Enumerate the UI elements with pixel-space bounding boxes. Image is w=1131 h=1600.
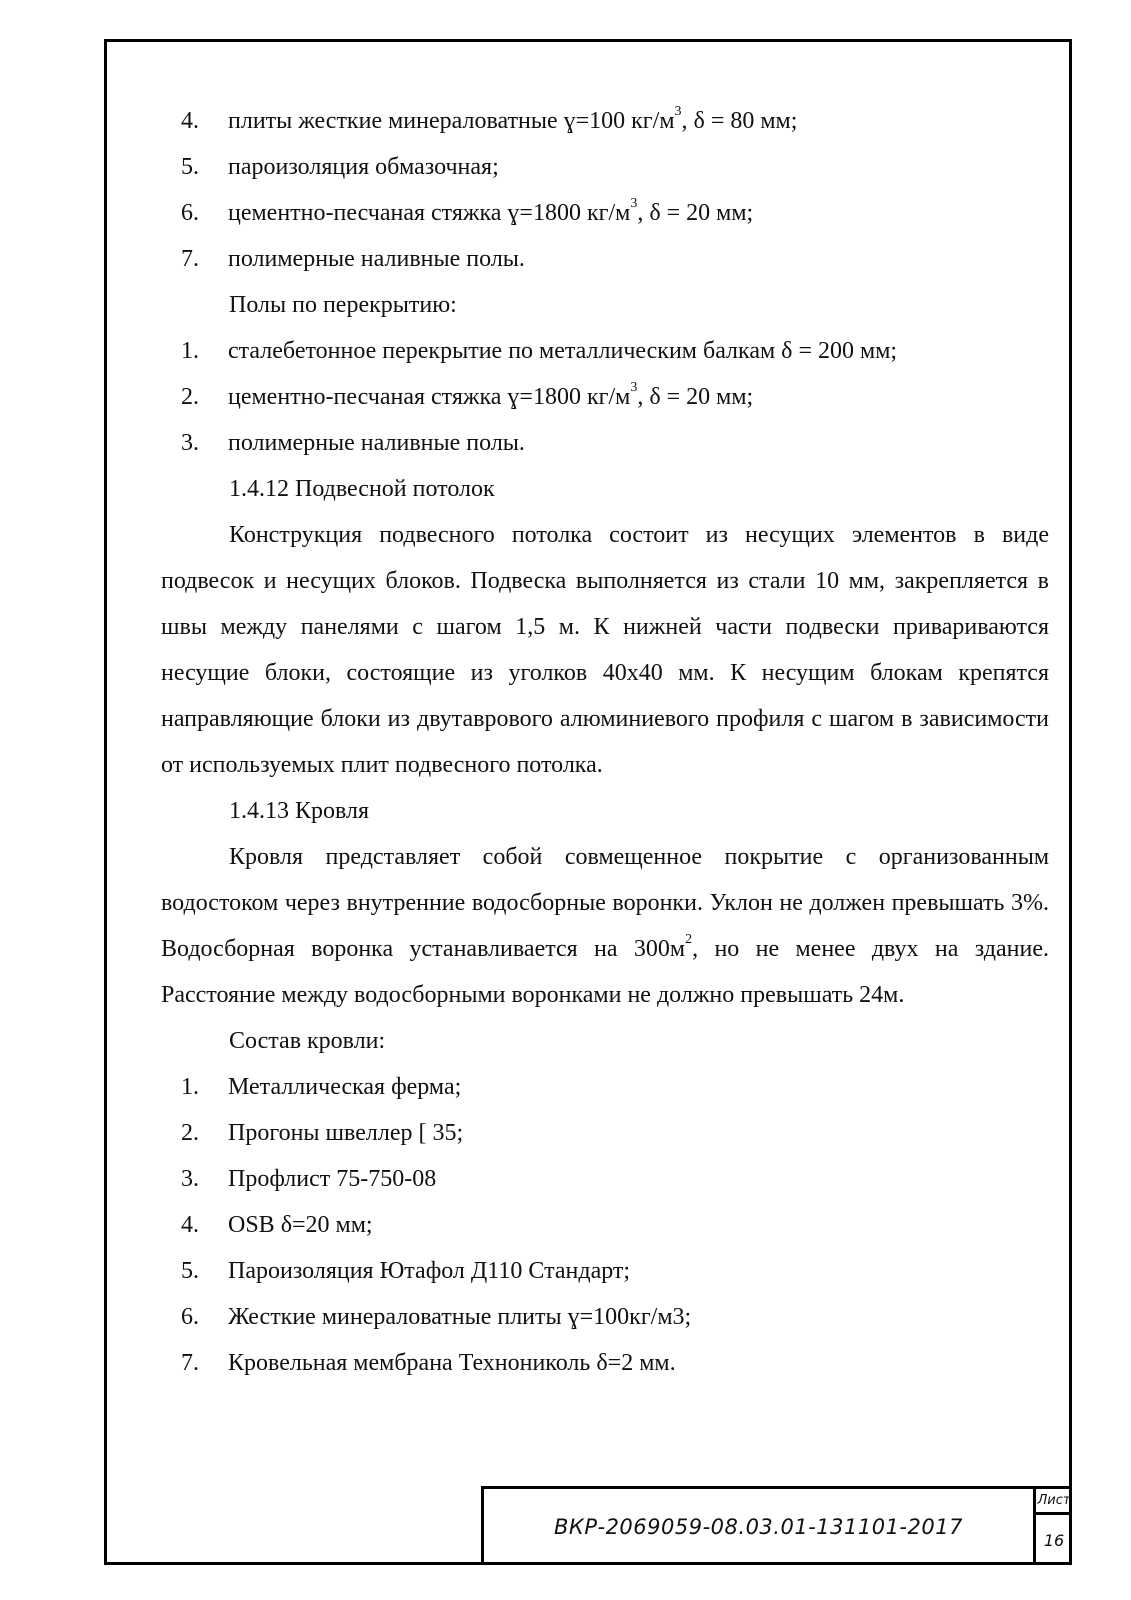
document-body <box>161 98 1049 1386</box>
list-item: 5. пароизоляция обмазочная; <box>181 154 499 180</box>
floor-layers-list <box>161 98 1049 282</box>
document-code: ВКР-2069059-08.03.01-131101-2017 <box>484 1489 1036 1565</box>
list-item: 2. Прогоны швеллер [ 35; <box>181 1120 464 1146</box>
roof-composition-heading: Состав кровли: <box>229 1028 386 1054</box>
list-item: 4. плиты жесткие минераловатные ɣ=100 $кг/м^3$, δ = 80 мм; <box>181 104 798 134</box>
list-item: 1. сталебетонное перекрытие по металлическим балкам δ = 200 мм; <box>181 338 898 364</box>
section-heading-roof: 1.4.13 Кровля <box>229 798 370 824</box>
list-item: 3. полимерные наливные полы. <box>181 430 525 456</box>
list-item: 6. цементно-песчаная стяжка ɣ=1800 $кг/м^3$, δ = 20 мм; <box>181 196 754 226</box>
list-item: 7. Кровельная мембрана Технониколь δ=2 мм. <box>181 1350 676 1376</box>
list-item: 3. Профлист 75-750-08 <box>181 1166 437 1192</box>
roof-paragraph: Кровля представляет собой совмещенное покрытие с организованным водостоком через внутренние водосборные воронки. Уклон не должен превышать 3%. Водосборная воронка устанавливается на $300м^2$, но не менее двух на здание. Расстояние между водосборными воронками не должно превышать 24м. <box>161 844 1050 1008</box>
sheet-label: Лист <box>1036 1489 1072 1515</box>
list-item: 6. Жесткие минераловатные плиты ɣ=100кг/м3; <box>181 1304 692 1330</box>
ceiling-paragraph: Конструкция подвесного потолка состоит из несущих элементов в виде подвесок и несущих блоков. Подвеска выполняется из стали 10 мм, закрепляется в швы между панелями с шагом 1,5 м. К нижней части подвески привариваются несущие блоки, состоящие из уголков 40х40 мм. К несущим блокам крепятся направляющие блоки из двутаврового алюминиевого профиля с шагом в зависимости от используемых плит подвесного потолка. <box>161 522 1049 778</box>
title-block-stamp <box>481 1486 1072 1565</box>
list-item: 1. Металлическая ферма; <box>181 1074 462 1100</box>
list-item: 2. цементно-песчаная стяжка ɣ=1800 $кг/м^3$, δ = 20 мм; <box>181 380 754 410</box>
list-item: 4. OSB δ=20 мм; <box>181 1212 373 1238</box>
roof-composition-list <box>161 1064 1049 1386</box>
sheet-number: 16 <box>1043 1530 1065 1550</box>
list-item: 7. полимерные наливные полы. <box>181 246 525 272</box>
section-heading-ceiling: 1.4.12 Подвесной потолок <box>229 476 495 502</box>
list-item: 5. Пароизоляция Ютафол Д110 Стандарт; <box>181 1258 631 1284</box>
floor-over-slab-heading: Полы по перекрытию: <box>229 292 457 318</box>
floor-over-slab-list <box>161 328 1049 466</box>
